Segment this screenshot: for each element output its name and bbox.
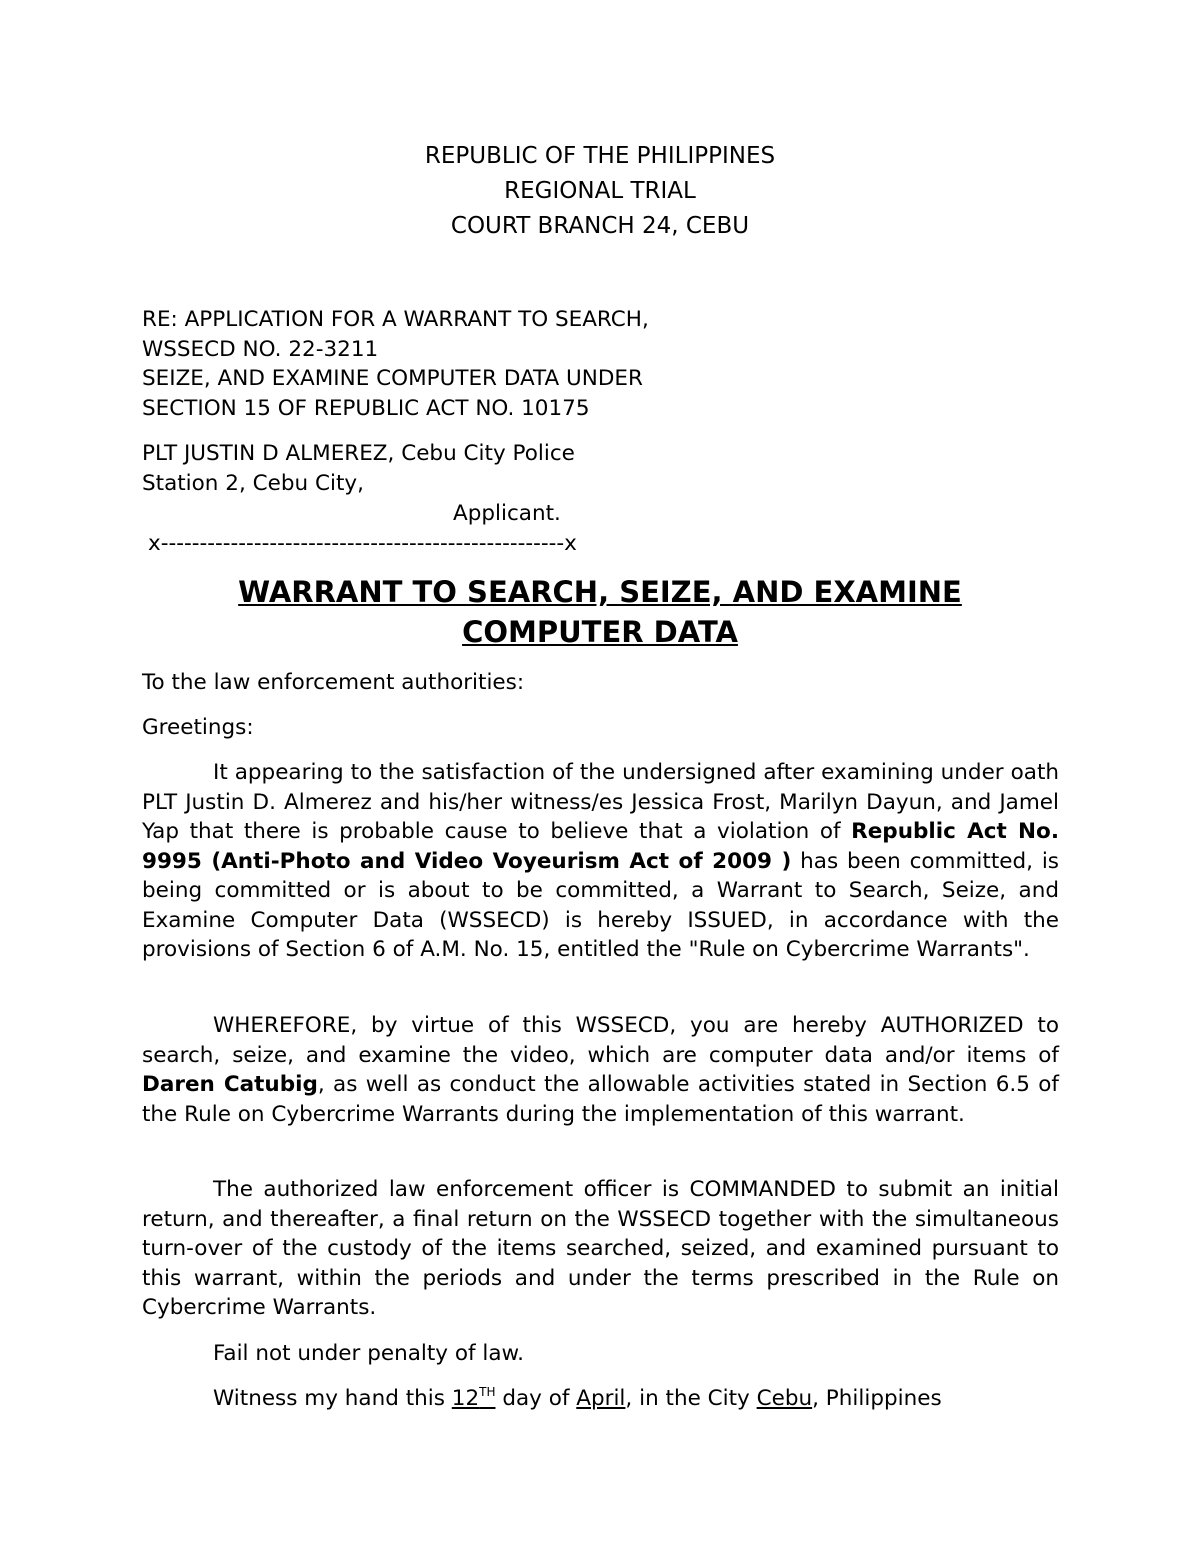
witness-day: 12TH bbox=[451, 1384, 496, 1411]
applicant-line2: Station 2, Cebu City, bbox=[142, 471, 364, 496]
applicant-label: Applicant. bbox=[453, 501, 561, 526]
witness-mid1: day of bbox=[495, 1386, 577, 1411]
para1-text-b: has been committed, is being committed or is about to be committed, a Warrant to Search, Seize, and Examine Computer Data (WSSECD) is hereby ISSUED, in accordance with the provisions of Section 6 of A.M. No. 15, entitled the "Rule on Cybercrime Warrants". bbox=[142, 848, 1059, 962]
subject-name: Daren Catubig bbox=[142, 1072, 318, 1097]
warrant-title-line2: COMPUTER DATA bbox=[462, 615, 738, 649]
header-republic: REPUBLIC OF THE PHILIPPINES bbox=[424, 143, 776, 169]
paragraph-wherefore bbox=[142, 1011, 1059, 1129]
violated-law: Republic Act No. 9995 (Anti-Photo and Video Voyeurism Act of 2009 ) bbox=[142, 819, 1059, 874]
witness-city: Cebu bbox=[756, 1386, 813, 1411]
paragraph-commanded: The authorized law enforcement officer is COMMANDED to submit an initial return, and thereafter, a final return on the WSSECD together with the simultaneous turn-over of the custody of the items searched, seized, and examined pursuant to this warrant, within the periods and under the terms prescribed in the Rule on Cybercrime Warrants. bbox=[142, 1177, 1059, 1320]
greeting: Greetings: bbox=[142, 715, 254, 740]
caption-re-line2: SEIZE, AND EXAMINE COMPUTER DATA UNDER bbox=[142, 366, 643, 391]
para2-text-b: , as well as conduct the allowable activities stated in Section 6.5 of the Rule on Cybercrime Warrants during the implementation of this warrant. bbox=[142, 1072, 1059, 1127]
salutation: To the law enforcement authorities: bbox=[142, 670, 525, 695]
witness-month: April bbox=[576, 1386, 626, 1411]
warrant-title-line1: WARRANT TO SEARCH, SEIZE, AND EXAMINE bbox=[238, 575, 962, 609]
witness-line bbox=[213, 1386, 942, 1411]
witness-prefix: Witness my hand this bbox=[213, 1386, 452, 1411]
day-suffix: TH bbox=[479, 1384, 496, 1399]
header-court: REGIONAL TRIAL bbox=[504, 178, 696, 204]
para2-text-a: WHEREFORE, by virtue of this WSSECD, you are hereby AUTHORIZED to search, seize, and examine the video, which are computer data and/or items of bbox=[142, 1013, 1059, 1068]
case-number: WSSECD NO. 22-3211 bbox=[142, 337, 379, 362]
applicant-line1: PLT JUSTIN D ALMEREZ, Cebu City Police bbox=[142, 441, 575, 466]
witness-tail: , Philippines bbox=[812, 1386, 942, 1411]
paragraph-probable-cause bbox=[142, 758, 1059, 965]
caption-re-line3: SECTION 15 OF REPUBLIC ACT NO. 10175 bbox=[142, 396, 590, 421]
caption-separator: x----------------------------------------------------x bbox=[148, 531, 577, 556]
paragraph-fail-not: Fail not under penalty of law. bbox=[213, 1341, 524, 1366]
para1-text-a: It appearing to the satisfaction of the undersigned after examining under oath PLT Justin D. Almerez and his/her witness/es Jessica Frost, Marilyn Dayun, and Jamel Yap that there is probable cause to believe that a violation of bbox=[142, 760, 1059, 844]
witness-mid2: , in the City bbox=[625, 1386, 757, 1411]
caption-re-line1: RE: APPLICATION FOR A WARRANT TO SEARCH, bbox=[142, 307, 649, 332]
header-branch: COURT BRANCH 24, CEBU bbox=[450, 213, 750, 239]
